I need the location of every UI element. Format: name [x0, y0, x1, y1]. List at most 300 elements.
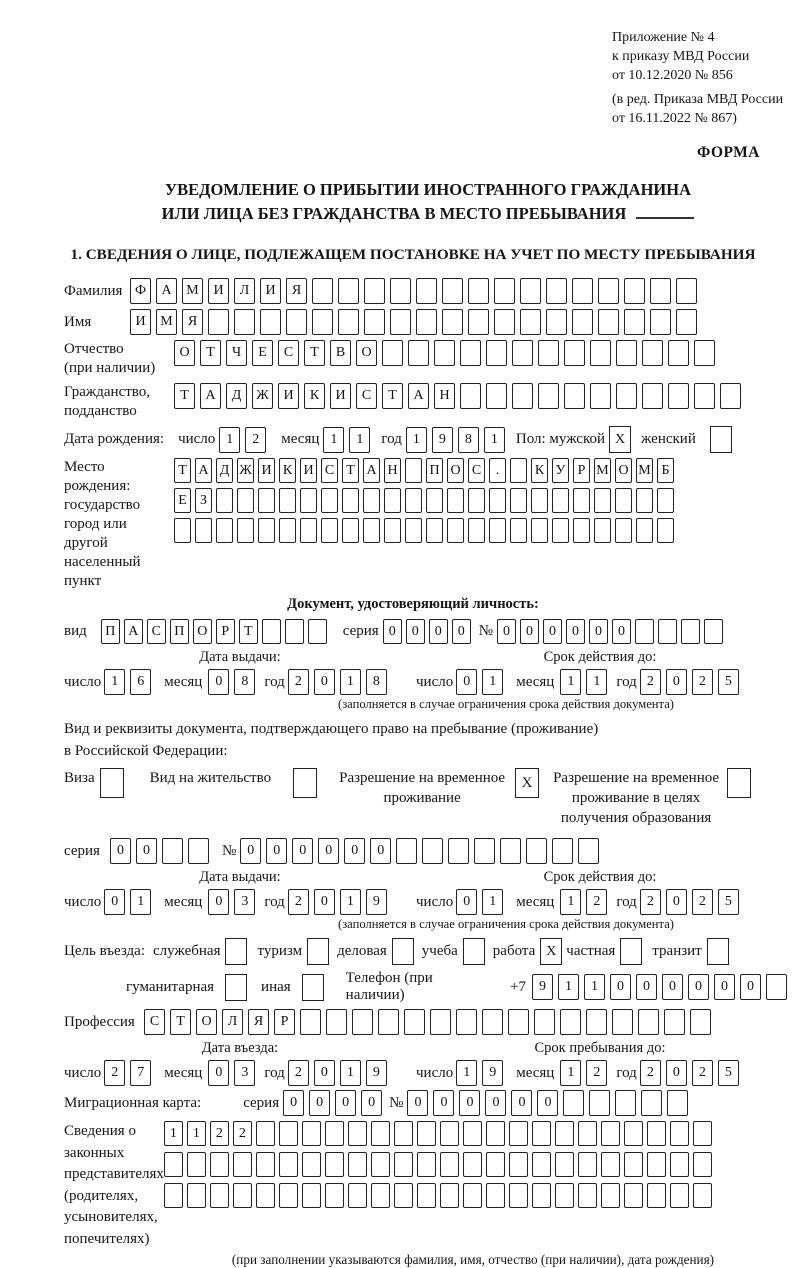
char-cell-empty: [531, 488, 548, 513]
char-cell-empty: [426, 518, 443, 543]
char-cell-empty: [187, 1183, 206, 1208]
char-cell-filled: 0: [429, 619, 448, 644]
char-cell-filled: 0: [511, 1090, 532, 1116]
migcard-number-cells: [407, 1090, 693, 1116]
char-cell-filled: 0: [612, 619, 631, 644]
char-cell-empty: [302, 1183, 321, 1208]
resdoc-issue-month: [208, 889, 260, 915]
char-cell-filled: 9: [366, 1060, 387, 1086]
char-cell-filled: К: [279, 458, 296, 483]
char-cell-filled: X: [540, 938, 562, 965]
char-cell-empty: [510, 518, 527, 543]
iddoc-restriction-note: (заполняется в случае ограничения срока действия документа): [338, 697, 674, 711]
char-cell-empty: [302, 1121, 321, 1146]
char-cell-filled: 1: [349, 427, 370, 453]
char-cell-filled: Л: [234, 278, 255, 304]
char-cell-empty: [448, 838, 469, 864]
char-cell-empty: [650, 309, 671, 335]
char-cell-filled: 0: [208, 669, 229, 695]
month-label: месяц: [281, 431, 320, 447]
char-cell-empty: [482, 1009, 503, 1035]
day-label: число: [64, 673, 102, 690]
char-cell-empty: [647, 1121, 666, 1146]
char-cell-empty: [463, 1152, 482, 1177]
resdoc-issue-heading: Дата выдачи:: [199, 869, 281, 885]
char-cell-empty: [447, 518, 464, 543]
char-cell-filled: 3: [234, 1060, 255, 1086]
resdoc-valid-day: [456, 889, 508, 915]
char-cell-empty: [620, 938, 642, 965]
char-cell-empty: [520, 309, 541, 335]
char-cell-empty: [594, 488, 611, 513]
year-label: год: [264, 893, 285, 910]
day-label: число: [64, 1064, 102, 1081]
char-cell-filled: 0: [452, 619, 471, 644]
char-cell-empty: [704, 619, 723, 644]
char-cell-empty: [668, 383, 689, 409]
char-cell-empty: [405, 518, 422, 543]
char-cell-empty: [658, 619, 677, 644]
char-cell-empty: [601, 1183, 620, 1208]
char-cell-empty: [564, 383, 585, 409]
resdoc-issue-year: [288, 889, 392, 915]
char-cell-empty: [615, 518, 632, 543]
char-cell-filled: 0: [283, 1090, 304, 1116]
char-cell-filled: 6: [130, 669, 151, 695]
char-cell-empty: [657, 518, 674, 543]
iddoc-dates: [64, 649, 792, 712]
birthplace-row: [64, 458, 792, 591]
char-cell-filled: О: [615, 458, 632, 483]
char-cell-filled: 5: [718, 669, 739, 695]
char-cell-empty: [321, 488, 338, 513]
char-cell-filled: З: [195, 488, 212, 513]
char-cell-filled: Р: [274, 1009, 295, 1035]
migcard-number-label: №: [389, 1094, 404, 1111]
char-cell-filled: 9: [432, 427, 453, 453]
char-cell-filled: 2: [104, 1060, 125, 1086]
char-cell-filled: И: [208, 278, 229, 304]
birthplace-row2-cells: [174, 488, 678, 513]
char-cell-empty: [174, 518, 191, 543]
iddoc-vid-cells: [101, 619, 331, 644]
char-cell-empty: [641, 1090, 662, 1116]
resdoc-number-label: №: [221, 842, 237, 859]
char-cell-filled: 0: [318, 838, 339, 864]
month-label: месяц: [164, 1064, 203, 1081]
stay-month: [560, 1060, 612, 1086]
char-cell-filled: И: [260, 278, 281, 304]
char-cell-filled: 1: [130, 889, 151, 915]
char-cell-empty: [670, 1183, 689, 1208]
char-cell-empty: [440, 1121, 459, 1146]
purpose-row2: [64, 970, 792, 1004]
iddoc-issue-month: [208, 669, 260, 695]
char-cell-empty: [616, 383, 637, 409]
char-cell-filled: 0: [456, 889, 477, 915]
patronymic-label: Отчество (при наличии): [64, 341, 156, 376]
char-cell-empty: [532, 1183, 551, 1208]
char-cell-empty: [262, 619, 281, 644]
char-cell-empty: [707, 938, 729, 965]
char-cell-empty: [636, 488, 653, 513]
char-cell-empty: [564, 340, 585, 366]
char-cell-filled: Ф: [130, 278, 151, 304]
char-cell-empty: [538, 340, 559, 366]
char-cell-empty: [416, 278, 437, 304]
char-cell-empty: [187, 1152, 206, 1177]
char-cell-filled: 0: [636, 974, 657, 1000]
char-cell-empty: [489, 488, 506, 513]
gender-male-checkbox: [609, 426, 631, 453]
birth-month-cells: [323, 427, 375, 453]
stay-day: [456, 1060, 508, 1086]
char-cell-filled: 0: [104, 889, 125, 915]
char-cell-empty: [693, 1152, 712, 1177]
char-cell-empty: [384, 488, 401, 513]
char-cell-empty: [426, 488, 443, 513]
entry-year: [288, 1060, 392, 1086]
char-cell-filled: А: [408, 383, 429, 409]
resdoc-valid-month: [560, 889, 612, 915]
char-cell-filled: 1: [586, 669, 607, 695]
char-cell-empty: [394, 1183, 413, 1208]
purpose-ucheba: учеба: [422, 938, 485, 965]
char-cell-empty: [494, 309, 515, 335]
char-cell-empty: [642, 383, 663, 409]
year-label: год: [616, 1064, 637, 1081]
char-cell-filled: 1: [406, 427, 427, 453]
char-cell-empty: [371, 1152, 390, 1177]
char-cell-empty: [422, 838, 443, 864]
char-cell-empty: [532, 1121, 551, 1146]
char-cell-empty: [578, 1121, 597, 1146]
char-cell-empty: [348, 1152, 367, 1177]
char-cell-empty: [509, 1121, 528, 1146]
char-cell-filled: 0: [110, 838, 131, 864]
purpose-sluzhebnaya: служебная: [153, 938, 248, 965]
iddoc-seriya-cells: [383, 619, 475, 644]
char-cell-empty: [474, 838, 495, 864]
char-cell-empty: [338, 309, 359, 335]
iddoc-valid-day: [456, 669, 508, 695]
char-cell-empty: [302, 974, 324, 1001]
char-cell-filled: Л: [222, 1009, 243, 1035]
char-cell-empty: [512, 340, 533, 366]
char-cell-filled: Т: [200, 340, 221, 366]
char-cell-empty: [710, 426, 732, 453]
char-cell-empty: [279, 1121, 298, 1146]
char-cell-empty: [279, 518, 296, 543]
char-cell-empty: [417, 1152, 436, 1177]
birthplace-cells-block: [174, 458, 678, 548]
char-cell-filled: И: [300, 458, 317, 483]
char-cell-empty: [430, 1009, 451, 1035]
surname-row: [64, 278, 792, 304]
char-cell-empty: [555, 1152, 574, 1177]
char-cell-empty: [100, 768, 124, 798]
char-cell-filled: .: [489, 458, 506, 483]
annex-line: от 16.11.2022 № 867): [612, 111, 737, 126]
char-cell-filled: 1: [560, 889, 581, 915]
char-cell-empty: [371, 1183, 390, 1208]
char-cell-empty: [237, 488, 254, 513]
char-cell-empty: [578, 1183, 597, 1208]
char-cell-empty: [405, 458, 422, 483]
char-cell-filled: Р: [573, 458, 590, 483]
representatives-row3: [164, 1183, 716, 1208]
char-cell-empty: [279, 488, 296, 513]
char-cell-filled: Е: [252, 340, 273, 366]
char-cell-empty: [164, 1183, 183, 1208]
char-cell-filled: С: [356, 383, 377, 409]
resdoc-seriya-label: серия: [64, 842, 100, 859]
char-cell-empty: [348, 1183, 367, 1208]
char-cell-filled: 9: [482, 1060, 503, 1086]
char-cell-empty: [460, 383, 481, 409]
char-cell-empty: [552, 488, 569, 513]
char-cell-filled: 0: [543, 619, 562, 644]
month-label: месяц: [164, 893, 203, 910]
char-cell-filled: О: [447, 458, 464, 483]
char-cell-filled: 8: [366, 669, 387, 695]
char-cell-filled: 0: [314, 669, 335, 695]
char-cell-empty: [417, 1121, 436, 1146]
char-cell-empty: [616, 340, 637, 366]
char-cell-empty: [657, 488, 674, 513]
day-label: число: [64, 893, 102, 910]
char-cell-empty: [440, 1183, 459, 1208]
annex-line: Приложение № 4: [612, 30, 715, 45]
representatives-row2: [164, 1152, 716, 1177]
iddoc-issue-year: [288, 669, 392, 695]
char-cell-empty: [538, 383, 559, 409]
form-title-line2: ИЛИ ЛИЦА БЕЗ ГРАЖДАНСТВА В МЕСТО ПРЕБЫВАНИЯ: [64, 202, 792, 226]
char-cell-empty: [463, 938, 485, 965]
char-cell-filled: Н: [434, 383, 455, 409]
char-cell-empty: [325, 1121, 344, 1146]
char-cell-empty: [279, 1183, 298, 1208]
char-cell-filled: Д: [226, 383, 247, 409]
char-cell-filled: X: [515, 768, 539, 798]
char-cell-empty: [225, 938, 247, 965]
char-cell-empty: [382, 340, 403, 366]
char-cell-empty: [468, 518, 485, 543]
entry-stay-dates: [64, 1040, 792, 1086]
gender-male-label: Пол: мужской: [515, 431, 606, 447]
char-cell-empty: [555, 1121, 574, 1146]
char-cell-filled: 0: [666, 669, 687, 695]
char-cell-filled: У: [552, 458, 569, 483]
char-cell-empty: [300, 488, 317, 513]
char-cell-filled: 0: [485, 1090, 506, 1116]
char-cell-empty: [500, 838, 521, 864]
year-label: год: [381, 431, 402, 447]
char-cell-empty: [460, 340, 481, 366]
char-cell-empty: [338, 278, 359, 304]
visa-checkbox: [100, 768, 124, 798]
phone-cells: [532, 974, 792, 1000]
char-cell-filled: С: [278, 340, 299, 366]
char-cell-filled: 3: [234, 889, 255, 915]
char-cell-filled: 0: [459, 1090, 480, 1116]
char-cell-empty: [237, 518, 254, 543]
char-cell-empty: [694, 383, 715, 409]
char-cell-filled: 0: [266, 838, 287, 864]
char-cell-empty: [612, 1009, 633, 1035]
char-cell-empty: [256, 1121, 275, 1146]
birth-day-cells: [219, 427, 271, 453]
char-cell-filled: Ж: [252, 383, 273, 409]
char-cell-filled: X: [609, 426, 631, 453]
char-cell-filled: Д: [216, 458, 233, 483]
char-cell-empty: [647, 1152, 666, 1177]
char-cell-empty: [552, 518, 569, 543]
char-cell-empty: [546, 278, 567, 304]
char-cell-filled: Я: [248, 1009, 269, 1035]
char-cell-empty: [442, 278, 463, 304]
char-cell-filled: 2: [288, 1060, 309, 1086]
char-cell-empty: [390, 278, 411, 304]
resdoc-options: [64, 768, 792, 828]
gender-female-checkbox: [710, 426, 732, 453]
char-cell-empty: [352, 1009, 373, 1035]
char-cell-filled: 0: [610, 974, 631, 1000]
char-cell-empty: [636, 518, 653, 543]
entry-date-heading: Дата въезда:: [201, 1040, 279, 1056]
char-cell-empty: [293, 768, 317, 798]
citizenship-cells: [174, 383, 746, 409]
blank-underline: [636, 205, 694, 219]
char-cell-empty: [670, 1121, 689, 1146]
char-cell-empty: [578, 1152, 597, 1177]
char-cell-empty: [308, 619, 327, 644]
char-cell-empty: [650, 278, 671, 304]
char-cell-filled: 2: [640, 889, 661, 915]
char-cell-empty: [486, 1183, 505, 1208]
char-cell-empty: [693, 1183, 712, 1208]
year-label: год: [264, 1064, 285, 1081]
citizenship-label: Гражданство, подданство: [64, 384, 151, 419]
char-cell-filled: 1: [164, 1121, 183, 1146]
char-cell-empty: [416, 309, 437, 335]
char-cell-empty: [279, 1152, 298, 1177]
visa-option: [64, 768, 124, 798]
migcard-seriya-label: серия: [243, 1094, 280, 1111]
char-cell-empty: [598, 309, 619, 335]
char-cell-empty: [668, 340, 689, 366]
resdoc-serial-row: [64, 838, 792, 864]
char-cell-empty: [300, 1009, 321, 1035]
month-label: месяц: [516, 893, 555, 910]
char-cell-empty: [363, 488, 380, 513]
char-cell-empty: [321, 518, 338, 543]
char-cell-filled: Ж: [237, 458, 254, 483]
char-cell-filled: С: [147, 619, 166, 644]
char-cell-empty: [256, 1152, 275, 1177]
stay-until-heading: Срок пребывания до:: [534, 1040, 666, 1056]
month-label: месяц: [516, 673, 555, 690]
char-cell-empty: [615, 488, 632, 513]
char-cell-empty: [440, 1152, 459, 1177]
char-cell-filled: П: [426, 458, 443, 483]
char-cell-filled: 0: [714, 974, 735, 1000]
resdoc-issue-day: [104, 889, 156, 915]
char-cell-empty: [225, 974, 247, 1001]
char-cell-empty: [256, 1183, 275, 1208]
char-cell-empty: [727, 768, 751, 798]
char-cell-empty: [468, 278, 489, 304]
char-cell-empty: [647, 1183, 666, 1208]
name-row: [64, 309, 792, 335]
char-cell-filled: 0: [520, 619, 539, 644]
char-cell-filled: С: [468, 458, 485, 483]
char-cell-empty: [234, 309, 255, 335]
char-cell-empty: [489, 518, 506, 543]
gender-female-label: женский: [641, 431, 696, 447]
char-cell-empty: [601, 1152, 620, 1177]
char-cell-filled: П: [170, 619, 189, 644]
char-cell-filled: Т: [174, 383, 195, 409]
char-cell-filled: 2: [288, 669, 309, 695]
purpose-inaya: иная: [261, 974, 324, 1001]
char-cell-empty: [312, 278, 333, 304]
rvp-label: Разрешение на временное проживание: [339, 770, 506, 806]
vid-label: вид: [64, 623, 87, 639]
char-cell-empty: [394, 1121, 413, 1146]
char-cell-empty: [670, 1152, 689, 1177]
citizenship-row: [64, 383, 792, 421]
annex-line: от 10.12.2020 № 856: [612, 68, 733, 83]
char-cell-empty: [404, 1009, 425, 1035]
char-cell-filled: Я: [182, 309, 203, 335]
char-cell-filled: О: [174, 340, 195, 366]
char-cell-filled: 0: [314, 1060, 335, 1086]
char-cell-filled: 0: [406, 619, 425, 644]
char-cell-empty: [468, 309, 489, 335]
char-cell-empty: [302, 1152, 321, 1177]
char-cell-filled: М: [156, 309, 177, 335]
char-cell-filled: 9: [366, 889, 387, 915]
char-cell-filled: 9: [532, 974, 553, 1000]
char-cell-filled: Т: [382, 383, 403, 409]
annex-header: [612, 28, 792, 128]
birthdate-row: [64, 426, 792, 453]
char-cell-empty: [325, 1183, 344, 1208]
char-cell-empty: [233, 1183, 252, 1208]
birthplace-label: Место рождения: государство город или другой населенный пункт: [64, 459, 141, 589]
char-cell-empty: [208, 309, 229, 335]
char-cell-filled: Т: [170, 1009, 191, 1035]
year-label: год: [616, 673, 637, 690]
char-cell-empty: [681, 619, 700, 644]
char-cell-filled: 5: [718, 1060, 739, 1086]
char-cell-filled: 1: [340, 669, 361, 695]
char-cell-filled: 1: [484, 427, 505, 453]
char-cell-filled: 2: [692, 1060, 713, 1086]
profession-cells: [144, 1009, 716, 1035]
char-cell-empty: [624, 1152, 643, 1177]
char-cell-empty: [531, 518, 548, 543]
birth-year-cells: [406, 427, 510, 453]
char-cell-empty: [690, 1009, 711, 1035]
iddoc-valid-year: [640, 669, 744, 695]
char-cell-filled: 1: [323, 427, 344, 453]
char-cell-empty: [300, 518, 317, 543]
char-cell-filled: М: [636, 458, 653, 483]
char-cell-empty: [447, 488, 464, 513]
char-cell-empty: [233, 1152, 252, 1177]
